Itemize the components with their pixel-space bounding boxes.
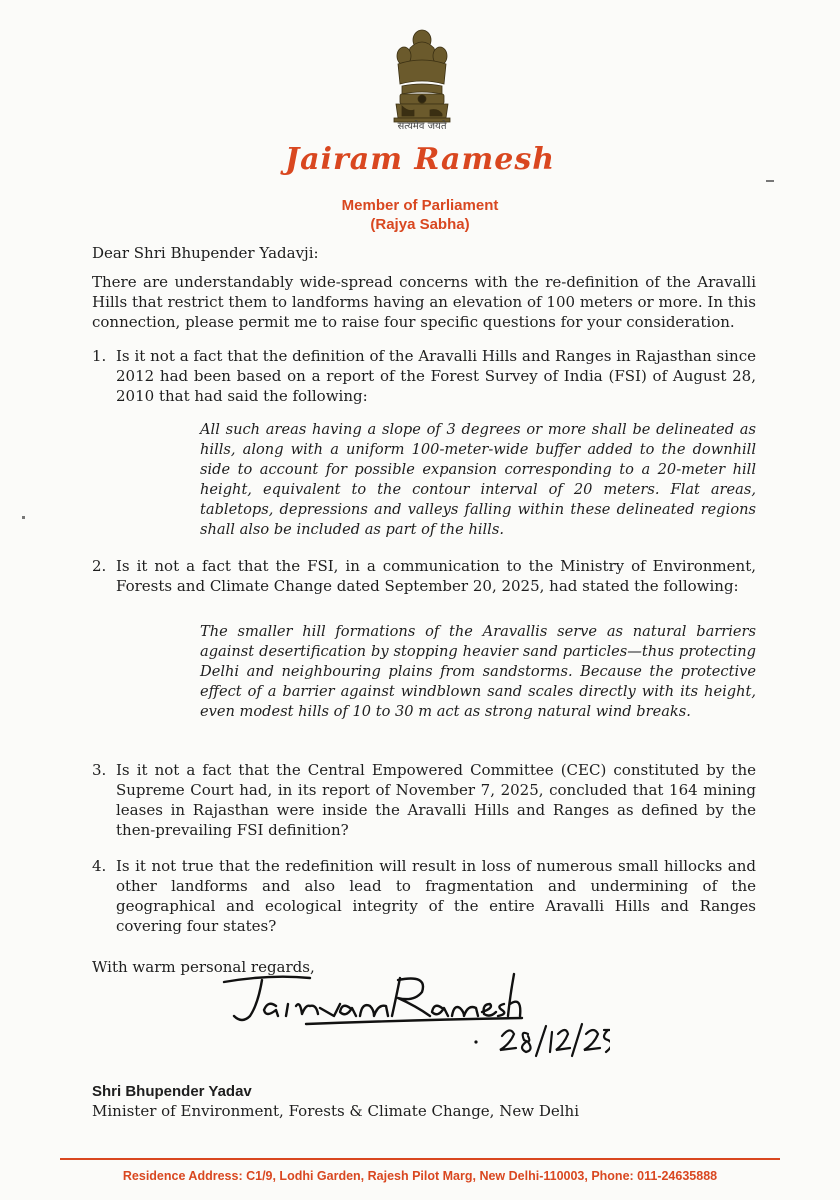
question-text: Is it not a fact that the FSI, in a communication to the Ministry of Environment, Forests and Climate Change dated September 20, 2025, had stated the following: bbox=[116, 557, 756, 595]
closing: With warm personal regards, bbox=[92, 958, 315, 976]
recipient-title: Minister of Environment, Forests & Climate Change, New Delhi bbox=[92, 1102, 579, 1120]
question-text: Is it not a fact that the definition of the Aravalli Hills and Ranges in Rajasthan since 2012 had been based on a report of the Forest Survey of India (FSI) of August 28, 2010 that had said the following: bbox=[116, 347, 756, 405]
recipient-name: Shri Bhupender Yadav bbox=[92, 1083, 252, 1100]
footer-divider bbox=[60, 1158, 780, 1160]
letterhead-role bbox=[270, 196, 570, 234]
role-line-1: Member of Parliament bbox=[341, 197, 499, 214]
handwritten-signature bbox=[210, 964, 610, 1060]
question-number: 3. bbox=[92, 761, 107, 779]
question-number: 1. bbox=[92, 347, 107, 365]
question-number: 2. bbox=[92, 557, 107, 575]
margin-mark bbox=[766, 180, 774, 182]
question-text: Is it not a fact that the Central Empowered Committee (CEC) constituted by the Supreme Court had, in its report of November 7, 2025, concluded that 164 mining leases in Rajasthan were inside the Aravalli Hills and Ranges as defined by the then-prevailing FSI definition? bbox=[116, 761, 756, 839]
margin-mark bbox=[22, 516, 25, 519]
letterhead-name: Jairam Ramesh bbox=[284, 142, 556, 177]
quote-2: The smaller hill formations of the Aravallis serve as natural barriers against desertification by stopping heavier sand particles—thus protecting Delhi and neighbouring plains from sandstorms. Because the protective effect of a barrier against windblown sand scales directly with its height, even modest hills of 10 to 30 m act as strong natural wind breaks. bbox=[200, 623, 756, 720]
question-2 bbox=[92, 556, 756, 596]
intro-paragraph: There are understandably wide-spread concerns with the re-definition of the Aravalli Hills that restrict them to landforms having an elevation of 100 meters or more. In this connection, please permit me to raise four specific questions for your consideration. bbox=[92, 273, 756, 331]
question-3 bbox=[92, 760, 756, 840]
quote-1: All such areas having a slope of 3 degrees or more shall be delineated as hills, along with a uniform 100-meter-wide buffer added to the downhill side to account for possible expansion corresponding to a 20-meter hill height, equivalent to the contour interval of 20 meters. Flat areas, tabletops, depressions and valleys falling within these delineated regions shall also be included as part of the hills. bbox=[200, 421, 756, 538]
question-text: Is it not true that the redefinition will result in loss of numerous small hillocks and other landforms and also lead to fragmentation and undermining of the geographical and ecological integrity of the entire Aravalli Hills and Ranges covering four states? bbox=[116, 857, 756, 935]
footer-address: Residence Address: C1/9, Lodhi Garden, Rajesh Pilot Marg, New Delhi-110003, Phone: 011-24635888 bbox=[122, 1169, 718, 1183]
question-1 bbox=[92, 346, 756, 406]
emblem-motto: सत्यमेव जयते bbox=[397, 121, 447, 132]
role-line-2: (Rajya Sabha) bbox=[370, 216, 470, 233]
question-4 bbox=[92, 856, 756, 936]
salutation: Dear Shri Bhupender Yadavji: bbox=[92, 244, 319, 262]
question-number: 4. bbox=[92, 857, 107, 875]
